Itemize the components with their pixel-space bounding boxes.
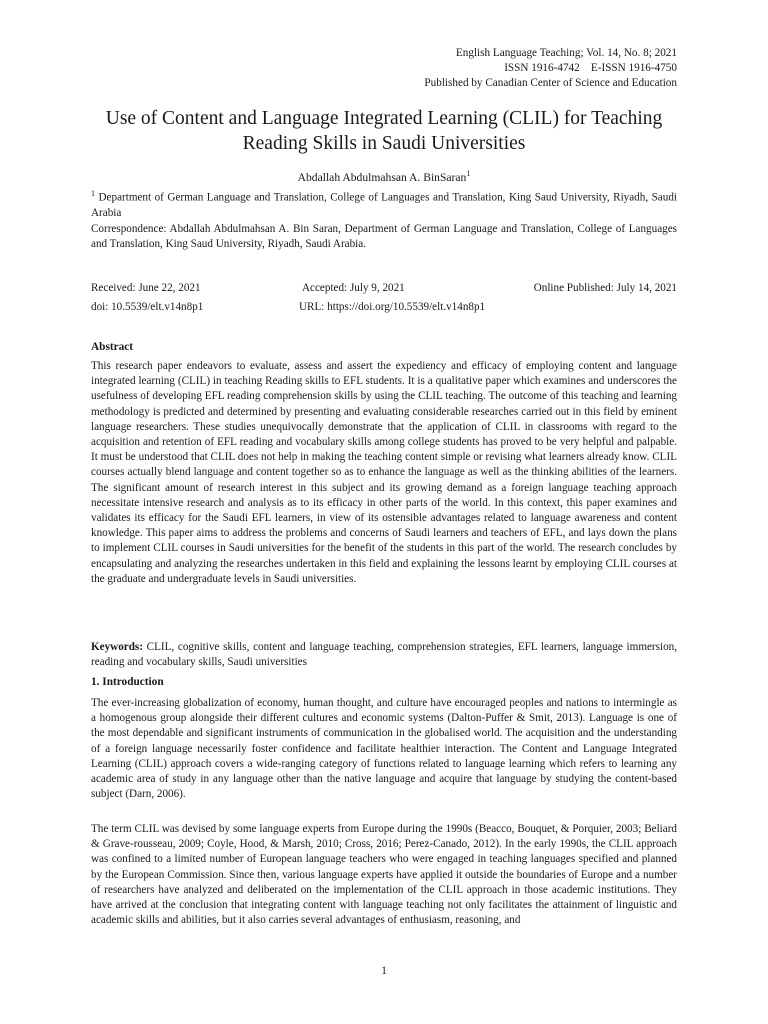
keywords-text: CLIL, cognitive skills, content and language teaching, comprehension strategies, EFL learners, language immersion, reading and vocabulary skills, Saudi universities bbox=[91, 641, 677, 669]
doi-text: doi: 10.5539/elt.v14n8p1 bbox=[91, 301, 204, 313]
journal-issn: ISSN 1916-4742 E-ISSN 1916-4750 bbox=[504, 62, 677, 74]
introduction-heading: 1. Introduction bbox=[91, 676, 164, 688]
title-line-2: Reading Skills in Saudi Universities bbox=[242, 133, 526, 154]
url-link[interactable]: URL: https://doi.org/10.5539/elt.v14n8p1 bbox=[299, 301, 486, 313]
journal-header bbox=[91, 46, 677, 91]
received-date: Received: June 22, 2021 bbox=[91, 282, 201, 294]
page-number: 1 bbox=[381, 965, 387, 977]
abstract-heading: Abstract bbox=[91, 341, 134, 353]
journal-publisher: Published by Canadian Center of Science and Education bbox=[424, 77, 677, 89]
intro-paragraph-1: The ever-increasing globalization of economy, human thought, and culture have encouraged peoples and nations to intermingle as a homogenous group alongside their different cultures and economic systems (Dalton-Puffer & Smit, 2013). Language is one of the most dependable and significant instruments of communication in the globalised world. The acquisition and the understanding of a foreign language necessarily foster confidence and facilitate healthier interaction. The Content and Language Integrated Learning (CLIL) approach covers a wide-ranging category of functions related to language learning which refers to learning any academic area of study in any language other than the native language and acquire that language by studying the content-based subject (Darn, 2006). bbox=[91, 697, 677, 801]
correspondence: Correspondence: Abdallah Abdulmahsan A. Bin Saran, Department of German Language and Translation, College of Languages and Translation, King Saud University, Riyadh, Saudi Arabia. bbox=[91, 223, 677, 251]
intro-paragraph-2: The term CLIL was devised by some language experts from Europe during the 1990s (Beacco, Bouquet, & Porquier, 2003; Beliard & Grave-rousseau, 2009; Coyle, Hood, & Marsh, 2010; Cross, 2016; Perez-Canado, 2012). In the early 1990s, the CLIL approach was confined to a limited number of European language teachers who were engaged in teaching languages specified and planned by the European Commission. Since then, various language experts have applied it outside the boundaries of Europe and a number of researchers have analyzed and deliberated on the implementation of the CLIL approach in those academic institutions. They have arrived at the conclusion that integrating content with language teaching not only facilitates the attainment of linguistic and academic skills and abilities, but it also carries several advantages of enthusiasm, reasoning, and bbox=[91, 823, 677, 927]
accepted-date: Accepted: July 9, 2021 bbox=[302, 282, 405, 294]
keywords bbox=[91, 640, 677, 670]
author-line bbox=[91, 166, 677, 185]
paper-title bbox=[91, 106, 677, 156]
affil-sup: 1 bbox=[91, 189, 95, 198]
journal-citation: English Language Teaching; Vol. 14, No. 8; 2021 bbox=[455, 47, 677, 59]
author-affil-sup: 1 bbox=[466, 169, 471, 178]
affil-text: Department of German Language and Translation, College of Languages and Translation, King Saud University, Riyadh, Saudi Arabia bbox=[91, 191, 677, 219]
abstract-text: This research paper endeavors to evaluate, assess and assert the expediency and efficacy of employing content and language integrated learning (CLIL) in teaching Reading skills to EFL students. It is a qualitative paper which examines and underscores the usefulness of developing EFL reading comprehension skills by using the CLIL teaching. The outcome of this teaching and learning methodology is predicted and determined by presenting and evaluating considerable researches carried out in this field by eminent language researchers. These studies unequivocally demonstrate that the application of CLIL in classrooms with regard to the acquisition and retention of EFL reading and vocabulary skills among college students has proved to be very helpful and palpable. It must be understood that CLIL does not help in making the teaching content simple or revising what learners already know. CLIL courses actually blend language and content together so as to enhance the language as well as the thinking abilities of the learners. The significant amount of research interest in this subject and its growing demand as a foreign language teaching approach necessitate intensive research and analysis as to its efficacy in other parts of the world. In this context, this paper examines and validates its efficacy for the Saudi EFL learners, in view of its ostensible advantages related to language awareness and content knowledge. This paper aims to address the problems and concerns of Saudi learners and teachers of EFL, and lays down the plans to implement CLIL courses in Saudi universities for the benefit of the students in this part of the world. The research concludes by encapsulating and analyzing the researches undertaken in this field and explaining the lessons learnt by employing CLIL courses at the graduate and undergraduate levels in Saudi universities. bbox=[91, 360, 677, 585]
author-name: Abdallah Abdulmahsan A. BinSaran bbox=[297, 170, 467, 184]
title-line-1: Use of Content and Language Integrated Learning (CLIL) for Teaching bbox=[105, 108, 663, 129]
keywords-label: Keywords: bbox=[91, 641, 143, 653]
published-date: Online Published: July 14, 2021 bbox=[533, 282, 677, 294]
affiliation bbox=[91, 186, 677, 221]
